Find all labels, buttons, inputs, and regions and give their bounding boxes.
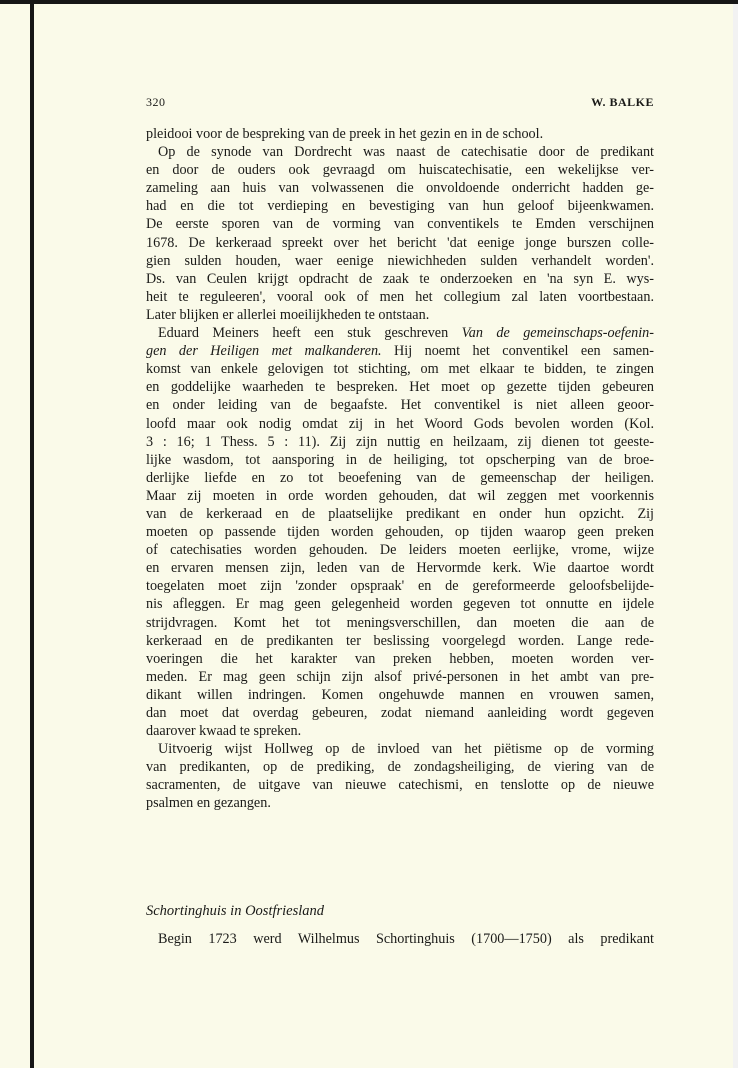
text-line: Maar zij moeten in orde worden gehouden, dat wil zeggen met voorkennis: [146, 487, 654, 504]
text-line: en goddelijke waarheden te bespreken. Het moet op gezette tijden gebeuren: [146, 379, 654, 396]
text-line: dan moet dat overdag gebeuren, zodat niemand aanleiding wordt gegeven: [146, 705, 654, 721]
text-line: nis afleggen. Er mag geen gelegenheid worden gegeven tot onnutte en ijdele: [146, 596, 654, 613]
text-line: pleidooi voor de bespreking van de preek in het gezin en in de school.: [146, 126, 544, 142]
paragraph: [146, 740, 654, 812]
text-line: meden. Er mag geen schijn zijn alsof privé-personen in het ambt van pre-: [146, 668, 654, 685]
text-line: 1678. De kerkeraad spreekt over het bericht 'dat eenige jonge burszen colle-: [146, 234, 654, 251]
page-number: 320: [146, 95, 166, 109]
text-line: zameling aan huis van volwassenen die onvoldoende onderricht hadden ge-: [146, 180, 654, 197]
text-line: [146, 342, 654, 360]
body-text: [146, 125, 654, 813]
paragraph: [146, 324, 654, 740]
section-body: [146, 930, 654, 948]
book-title: Van de gemeinschaps-oefenin-: [461, 325, 654, 342]
paragraph: [146, 125, 654, 143]
text-line: sacramenten, de uitgave van nieuwe catechismi, en tenslotte op de nieuwe: [146, 777, 654, 794]
text-line: [146, 324, 654, 342]
scan-margin-right: [733, 4, 738, 1068]
text-run: Eduard Meiners heeft een stuk geschreven: [158, 325, 462, 342]
text-line: gien sulden houden, waer eenige niewichheden sulden verhandelt worden'.: [146, 252, 654, 269]
text-line: had en die tot verdieping en bevestiging van hun geloof bijeenkwamen.: [146, 198, 654, 215]
text-line: psalmen en gezangen.: [146, 795, 271, 812]
text-line: of catechisaties worden gehouden. De leiders moeten eerlijke, vrome, wijze: [146, 542, 654, 559]
text-line: Op de synode van Dordrecht was naast de catechisatie door de predikant: [158, 144, 654, 161]
text-line: Uitvoerig wijst Hollweg op de invloed van het piëtisme op de vorming: [158, 741, 654, 758]
text-line: daarover kwaad te spreken.: [146, 723, 302, 740]
text-line: lijke wasdom, tot aansporing in de heiliging, tot opscherping van de broe-: [146, 451, 654, 468]
text-line: Ds. van Ceulen krijgt opdracht de zaak te onderzoeken en 'na syn E. wys-: [146, 270, 654, 287]
scan-border-left: [30, 4, 34, 1068]
text-line: 3 : 16; 1 Thess. 5 : 11). Zij zijn nuttig en heilzaam, zij dienen tot geeste-: [146, 433, 654, 450]
running-head-author: W. BALKE: [591, 95, 654, 109]
text-line: heit te reguleeren', vooral ook of men het collegium zal laten voortbestaan.: [146, 288, 654, 305]
text-line: en door de ouders ook gevraagd om huiscatechisatie, een wekelijkse ver-: [146, 162, 654, 179]
text-line: komst van enkele gelovigen tot stichting, om met elkaar te bidden, te zingen: [146, 361, 654, 378]
text-line: Begin 1723 werd Wilhelmus Schortinghuis (1700—1750) als predikant: [158, 931, 654, 947]
text-line: derlijke liefde en zo tot beoefening van de gemeenschap der heiligen.: [146, 469, 654, 486]
text-line: De eerste sporen van de vorming van conventikels te Emden verschijnen: [146, 216, 654, 233]
text-line: kerkeraad en de predikanten ter beslissing voorgelegd worden. Lange rede-: [146, 632, 654, 649]
text-line: en ervaren mensen zijn, leden van de Hervormde kerk. Wie daartoe wordt: [146, 560, 654, 577]
book-title: gen der Heiligen met malkanderen.: [146, 343, 382, 360]
text-run: Hij noemt het conventikel een samen-: [381, 343, 654, 360]
text-line: van predikanten, op de prediking, de zondagsheiliging, de viering van de: [146, 759, 654, 776]
text-line: en onder leiding van de begaafste. Het conventikel is niet alleen geoor-: [146, 397, 654, 414]
scan-border-top: [0, 0, 738, 4]
text-line: van de kerkeraad en de plaatselijke predikant en onder hun opzicht. Zij: [146, 505, 654, 522]
text-line: strijdvragen. Komt het tot meningsverschillen, dan moeten die aan de: [146, 614, 654, 631]
text-line: moeten op passende tijden worden gehouden, op tijden waarop geen preken: [146, 524, 654, 541]
text-line: dikant willen indringen. Komen ongehuwde mannen en vrouwen samen,: [146, 686, 654, 703]
paragraph: [146, 143, 654, 324]
section-heading: Schortinghuis in Oostfriesland: [146, 903, 325, 919]
text-line: voeringen die het karakter van preken hebben, moeten worden ver-: [146, 650, 654, 667]
text-line: loofd maar ook nodig omdat zij in het Woord Gods bevolen worden (Kol.: [146, 415, 654, 432]
text-line: toegelaten moet zijn 'zonder opspraak' en de gereformeerde geloofsbelijde-: [146, 578, 654, 595]
text-line: Later blijken er allerlei moeilijkheden te ontstaan.: [146, 306, 430, 323]
